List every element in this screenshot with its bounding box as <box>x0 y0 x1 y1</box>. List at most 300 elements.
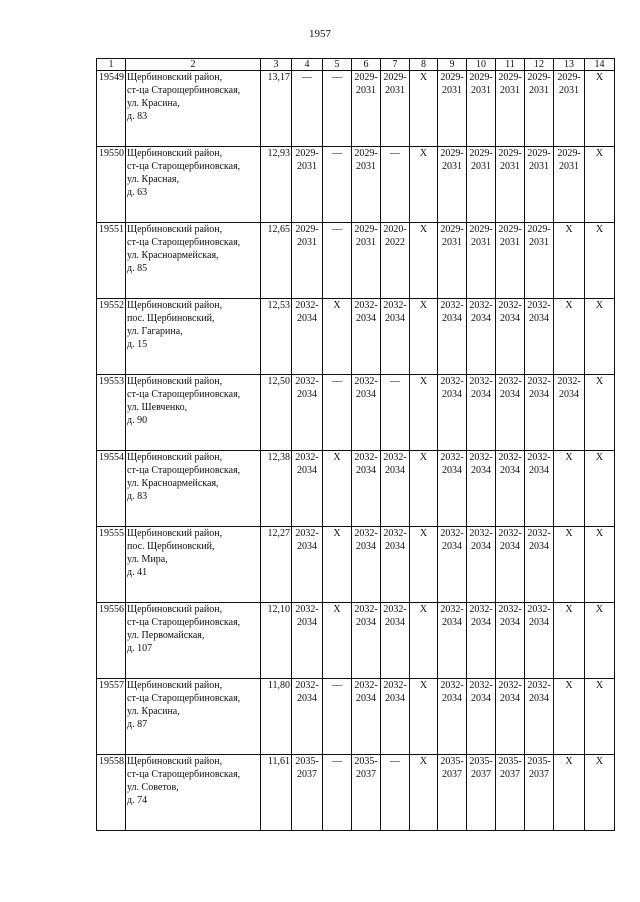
value-cell-col-11 <box>496 603 525 679</box>
value-cell-col-14 <box>585 375 615 451</box>
value-cell-col-7 <box>381 299 410 375</box>
cell-text: 2029- <box>295 224 319 235</box>
cell-text: 2034 <box>356 465 376 476</box>
cell-text: 2034 <box>442 465 462 476</box>
cell-text: 2031 <box>471 161 491 172</box>
value-cell-col-14 <box>585 451 615 527</box>
cell-text: X <box>595 300 604 311</box>
address-line: ст-ца Старощербиновская, <box>127 389 241 400</box>
value-cell-col-11 <box>496 527 525 603</box>
cell-text: 2032- <box>383 604 407 615</box>
column-header-2: 2 <box>126 59 261 71</box>
value-cell-col-6 <box>352 223 381 299</box>
cell-text: 2034 <box>500 541 520 552</box>
cell-text: 2034 <box>442 389 462 400</box>
address-line: Щербиновский район, <box>127 452 223 463</box>
cell-text: 2031 <box>559 85 579 96</box>
value-cell-col-13 <box>554 679 585 755</box>
cell-text: 2032- <box>498 528 522 539</box>
table-row <box>97 71 615 147</box>
value-cell-col-9 <box>438 527 467 603</box>
cell-text: X <box>565 300 573 311</box>
value-cell-col-5 <box>323 755 352 831</box>
value-cell-col-6 <box>352 71 381 147</box>
value-cell-col-8 <box>410 679 438 755</box>
address-line: д. 87 <box>127 719 148 730</box>
cell-text: 2031 <box>529 85 549 96</box>
address-line: ул. Красина, <box>127 98 180 109</box>
cell-text: — <box>332 680 342 691</box>
cell-text: 2029- <box>469 224 493 235</box>
value-cell-col-6 <box>352 603 381 679</box>
cell-text: 2032- <box>440 604 464 615</box>
cell-text: 2031 <box>442 85 462 96</box>
value-cell-col-13 <box>554 147 585 223</box>
header-row <box>97 59 615 71</box>
cell-text: 2034 <box>471 541 491 552</box>
cell-text: 2032- <box>498 300 522 311</box>
address-cell <box>126 527 261 603</box>
value-cell-col-10 <box>467 679 496 755</box>
address-line: ст-ца Старощербиновская, <box>127 161 241 172</box>
cell-text: 2032- <box>383 528 407 539</box>
value-cell-col-10 <box>467 375 496 451</box>
value-cell-col-5 <box>323 375 352 451</box>
value-cell-col-8 <box>410 223 438 299</box>
cell-text: X <box>419 376 428 387</box>
area-cell: 12,65 <box>261 223 292 299</box>
row-number: 19556 <box>97 603 126 679</box>
cell-text: 2037 <box>356 769 376 780</box>
value-cell-col-14 <box>585 223 615 299</box>
column-header-5: 5 <box>323 59 352 71</box>
cell-text: 2032- <box>527 300 551 311</box>
address-line: пос. Щербиновский, <box>127 313 215 324</box>
cell-text: X <box>595 604 604 615</box>
value-cell-col-8 <box>410 755 438 831</box>
value-cell-col-10 <box>467 527 496 603</box>
cell-text: — <box>332 72 342 83</box>
cell-text: — <box>332 148 342 159</box>
cell-text: 2029- <box>440 72 464 83</box>
cell-text: 2031 <box>559 161 579 172</box>
cell-text: 2037 <box>529 769 549 780</box>
cell-text: X <box>595 72 604 83</box>
cell-text: 2031 <box>500 85 520 96</box>
cell-text: 2029- <box>527 224 551 235</box>
cell-text: 2032- <box>440 376 464 387</box>
cell-text: 2032- <box>354 604 378 615</box>
cell-text: 2031 <box>500 161 520 172</box>
address-cell <box>126 375 261 451</box>
value-cell-col-14 <box>585 679 615 755</box>
address-line: д. 63 <box>127 187 148 198</box>
cell-text: 2031 <box>297 237 317 248</box>
table-body <box>97 71 615 831</box>
address-line: д. 41 <box>127 567 148 578</box>
column-header-11: 11 <box>496 59 525 71</box>
cell-text: 2034 <box>500 465 520 476</box>
value-cell-col-7 <box>381 71 410 147</box>
address-line: Щербиновский район, <box>127 680 223 691</box>
value-cell-col-6 <box>352 375 381 451</box>
cell-text: 2032- <box>440 452 464 463</box>
cell-text: 2034 <box>297 541 317 552</box>
table-row <box>97 603 615 679</box>
column-header-9: 9 <box>438 59 467 71</box>
value-cell-col-6 <box>352 451 381 527</box>
cell-text: 2032- <box>354 680 378 691</box>
column-header-7: 7 <box>381 59 410 71</box>
value-cell-col-6 <box>352 755 381 831</box>
value-cell-col-12 <box>525 147 554 223</box>
cell-text: 2032- <box>383 300 407 311</box>
column-header-3: 3 <box>261 59 292 71</box>
cell-text: — <box>332 376 342 387</box>
cell-text: 2035- <box>295 756 319 767</box>
cell-text: 2032- <box>527 528 551 539</box>
address-line: д. 85 <box>127 263 148 274</box>
address-line: Щербиновский район, <box>127 756 223 767</box>
address-line: ул. Советов, <box>127 782 179 793</box>
cell-text: 2031 <box>471 85 491 96</box>
address-line: ул. Мира, <box>127 554 168 565</box>
value-cell-col-12 <box>525 603 554 679</box>
cell-text: X <box>419 528 428 539</box>
address-line: ул. Первомайская, <box>127 630 205 641</box>
value-cell-col-9 <box>438 451 467 527</box>
value-cell-col-11 <box>496 679 525 755</box>
cell-text: X <box>565 756 573 767</box>
cell-text: 2032- <box>295 680 319 691</box>
cell-text: 2034 <box>471 313 491 324</box>
value-cell-col-8 <box>410 603 438 679</box>
value-cell-col-7 <box>381 223 410 299</box>
cell-text: 2032- <box>354 300 378 311</box>
value-cell-col-11 <box>496 375 525 451</box>
value-cell-col-11 <box>496 71 525 147</box>
cell-text: X <box>419 224 428 235</box>
cell-text: X <box>419 680 428 691</box>
cell-text: X <box>595 224 604 235</box>
address-line: Щербиновский район, <box>127 224 223 235</box>
value-cell-col-12 <box>525 527 554 603</box>
value-cell-col-12 <box>525 451 554 527</box>
address-line: ул. Шевченко, <box>127 402 188 413</box>
table-header <box>97 59 615 71</box>
cell-text: 2031 <box>442 237 462 248</box>
cell-text: 2032- <box>383 680 407 691</box>
cell-text: X <box>565 224 573 235</box>
cell-text: 2035- <box>440 756 464 767</box>
cell-text: — <box>390 376 400 387</box>
address-line: д. 83 <box>127 491 148 502</box>
column-header-8: 8 <box>410 59 438 71</box>
cell-text: 2029- <box>295 148 319 159</box>
cell-text: 2031 <box>385 85 405 96</box>
value-cell-col-14 <box>585 755 615 831</box>
value-cell-col-13 <box>554 755 585 831</box>
cell-text: X <box>565 680 573 691</box>
value-cell-col-7 <box>381 679 410 755</box>
column-header-12: 12 <box>525 59 554 71</box>
page-number: 1957 <box>309 28 331 40</box>
address-line: д. 83 <box>127 111 148 122</box>
cell-text: 2029- <box>469 148 493 159</box>
cell-text: 2034 <box>356 617 376 628</box>
cell-text: X <box>419 452 428 463</box>
address-cell <box>126 451 261 527</box>
value-cell-col-7 <box>381 147 410 223</box>
value-cell-col-8 <box>410 299 438 375</box>
cell-text: 2032- <box>295 300 319 311</box>
value-cell-col-8 <box>410 147 438 223</box>
row-number: 19558 <box>97 755 126 831</box>
value-cell-col-11 <box>496 755 525 831</box>
cell-text: — <box>332 756 342 767</box>
value-cell-col-13 <box>554 375 585 451</box>
value-cell-col-10 <box>467 451 496 527</box>
cell-text: 2034 <box>297 617 317 628</box>
cell-text: X <box>333 452 341 463</box>
column-header-6: 6 <box>352 59 381 71</box>
cell-text: 2034 <box>559 389 579 400</box>
area-cell: 12,10 <box>261 603 292 679</box>
value-cell-col-9 <box>438 223 467 299</box>
cell-text: X <box>565 452 573 463</box>
cell-text: X <box>419 604 428 615</box>
cell-text: 2032- <box>469 376 493 387</box>
cell-text: 2034 <box>471 693 491 704</box>
address-line: ул. Гагарина, <box>127 326 183 337</box>
row-number: 19550 <box>97 147 126 223</box>
cell-text: 2034 <box>500 313 520 324</box>
value-cell-col-9 <box>438 755 467 831</box>
cell-text: 2037 <box>297 769 317 780</box>
cell-text: 2029- <box>498 224 522 235</box>
value-cell-col-8 <box>410 71 438 147</box>
value-cell-col-4 <box>292 755 323 831</box>
row-number: 19553 <box>97 375 126 451</box>
area-cell: 11,61 <box>261 755 292 831</box>
address-line: Щербиновский район, <box>127 376 223 387</box>
cell-text: X <box>565 528 573 539</box>
value-cell-col-5 <box>323 527 352 603</box>
cell-text: 2034 <box>297 465 317 476</box>
cell-text: X <box>333 300 341 311</box>
cell-text: 2032- <box>440 300 464 311</box>
address-line: Щербиновский район, <box>127 528 223 539</box>
cell-text: X <box>419 148 428 159</box>
table-row <box>97 375 615 451</box>
value-cell-col-10 <box>467 603 496 679</box>
cell-text: 2029- <box>354 224 378 235</box>
cell-text: 2031 <box>471 237 491 248</box>
value-cell-col-12 <box>525 755 554 831</box>
cell-text: 2031 <box>356 237 376 248</box>
cell-text: 2034 <box>297 693 317 704</box>
column-header-10: 10 <box>467 59 496 71</box>
value-cell-col-5 <box>323 603 352 679</box>
address-line: Щербиновский район, <box>127 72 223 83</box>
value-cell-col-14 <box>585 299 615 375</box>
cell-text: 2037 <box>471 769 491 780</box>
cell-text: X <box>419 300 428 311</box>
cell-text: 2031 <box>356 161 376 172</box>
area-cell: 12,53 <box>261 299 292 375</box>
value-cell-col-12 <box>525 679 554 755</box>
cell-text: X <box>595 680 604 691</box>
value-cell-col-9 <box>438 71 467 147</box>
value-cell-col-9 <box>438 679 467 755</box>
cell-text: X <box>419 756 428 767</box>
value-cell-col-11 <box>496 451 525 527</box>
cell-text: 2037 <box>442 769 462 780</box>
cell-text: 2032- <box>469 528 493 539</box>
value-cell-col-14 <box>585 603 615 679</box>
cell-text: 2032- <box>527 376 551 387</box>
value-cell-col-5 <box>323 147 352 223</box>
value-cell-col-10 <box>467 223 496 299</box>
cell-text: 2035- <box>498 756 522 767</box>
cell-text: 2034 <box>442 617 462 628</box>
cell-text: 2034 <box>385 693 405 704</box>
address-line: Щербиновский район, <box>127 148 223 159</box>
cell-text: 2032- <box>440 528 464 539</box>
address-line: ст-ца Старощербиновская, <box>127 237 241 248</box>
address-line: д. 15 <box>127 339 148 350</box>
cell-text: 2032- <box>354 528 378 539</box>
address-line: ст-ца Старощербиновская, <box>127 85 241 96</box>
value-cell-col-8 <box>410 527 438 603</box>
cell-text: 2034 <box>356 389 376 400</box>
column-header-1: 1 <box>97 59 126 71</box>
value-cell-col-7 <box>381 603 410 679</box>
area-cell: 12,27 <box>261 527 292 603</box>
area-cell: 12,50 <box>261 375 292 451</box>
cell-text: X <box>333 604 341 615</box>
value-cell-col-5 <box>323 223 352 299</box>
address-line: ст-ца Старощербиновская, <box>127 769 241 780</box>
area-cell: 13,17 <box>261 71 292 147</box>
cell-text: 2029- <box>440 224 464 235</box>
address-cell <box>126 299 261 375</box>
cell-text: 2032- <box>498 680 522 691</box>
cell-text: 2034 <box>500 389 520 400</box>
cell-text: 2034 <box>529 693 549 704</box>
cell-text: X <box>333 528 341 539</box>
address-line: д. 107 <box>127 643 153 654</box>
cell-text: 2037 <box>500 769 520 780</box>
cell-text: 2029- <box>498 72 522 83</box>
value-cell-col-7 <box>381 375 410 451</box>
cell-text: 2029- <box>440 148 464 159</box>
cell-text: X <box>595 148 604 159</box>
value-cell-col-4 <box>292 147 323 223</box>
value-cell-col-4 <box>292 223 323 299</box>
value-cell-col-5 <box>323 71 352 147</box>
address-line: Щербиновский район, <box>127 604 223 615</box>
cell-text: 2034 <box>500 693 520 704</box>
cell-text: 2031 <box>529 161 549 172</box>
cell-text: 2029- <box>527 72 551 83</box>
address-line: ул. Красноармейская, <box>127 478 219 489</box>
address-line: ул. Красина, <box>127 706 180 717</box>
value-cell-col-10 <box>467 71 496 147</box>
value-cell-col-9 <box>438 603 467 679</box>
cell-text: 2029- <box>469 72 493 83</box>
cell-text: 2034 <box>356 541 376 552</box>
cell-text: 2034 <box>297 389 317 400</box>
cell-text: 2034 <box>471 389 491 400</box>
cell-text: X <box>419 72 428 83</box>
value-cell-col-12 <box>525 71 554 147</box>
cell-text: 2034 <box>529 313 549 324</box>
cell-text: 2029- <box>527 148 551 159</box>
value-cell-col-4 <box>292 71 323 147</box>
value-cell-col-14 <box>585 147 615 223</box>
value-cell-col-12 <box>525 375 554 451</box>
cell-text: 2020- <box>383 224 407 235</box>
value-cell-col-9 <box>438 299 467 375</box>
cell-text: 2032- <box>527 680 551 691</box>
cell-text: 2034 <box>442 541 462 552</box>
area-cell: 12,38 <box>261 451 292 527</box>
cell-text: — <box>302 72 312 83</box>
value-cell-col-7 <box>381 451 410 527</box>
value-cell-col-13 <box>554 223 585 299</box>
cell-text: 2031 <box>297 161 317 172</box>
value-cell-col-13 <box>554 603 585 679</box>
row-number: 19551 <box>97 223 126 299</box>
cell-text: 2032- <box>295 452 319 463</box>
value-cell-col-9 <box>438 147 467 223</box>
cell-text: 2032- <box>498 376 522 387</box>
value-cell-col-14 <box>585 527 615 603</box>
value-cell-col-11 <box>496 299 525 375</box>
cell-text: 2032- <box>498 604 522 615</box>
cell-text: 2029- <box>354 148 378 159</box>
cell-text: 2032- <box>527 452 551 463</box>
cell-text: 2035- <box>527 756 551 767</box>
value-cell-col-10 <box>467 755 496 831</box>
area-cell: 12,93 <box>261 147 292 223</box>
cell-text: 2031 <box>529 237 549 248</box>
value-cell-col-9 <box>438 375 467 451</box>
table-row <box>97 147 615 223</box>
cell-text: — <box>332 224 342 235</box>
cell-text: 2032- <box>527 604 551 615</box>
cell-text: 2034 <box>442 693 462 704</box>
cell-text: 2029- <box>557 72 581 83</box>
value-cell-col-5 <box>323 299 352 375</box>
cell-text: X <box>595 376 604 387</box>
cell-text: 2032- <box>295 604 319 615</box>
value-cell-col-12 <box>525 223 554 299</box>
value-cell-col-7 <box>381 527 410 603</box>
cell-text: 2032- <box>557 376 581 387</box>
value-cell-col-8 <box>410 451 438 527</box>
cell-text: 2035- <box>469 756 493 767</box>
row-number: 19549 <box>97 71 126 147</box>
table-row <box>97 679 615 755</box>
address-line: д. 74 <box>127 795 148 806</box>
cell-text: 2029- <box>354 72 378 83</box>
address-line: ст-ца Старощербиновская, <box>127 465 241 476</box>
address-cell <box>126 223 261 299</box>
value-cell-col-10 <box>467 299 496 375</box>
cell-text: 2032- <box>354 376 378 387</box>
